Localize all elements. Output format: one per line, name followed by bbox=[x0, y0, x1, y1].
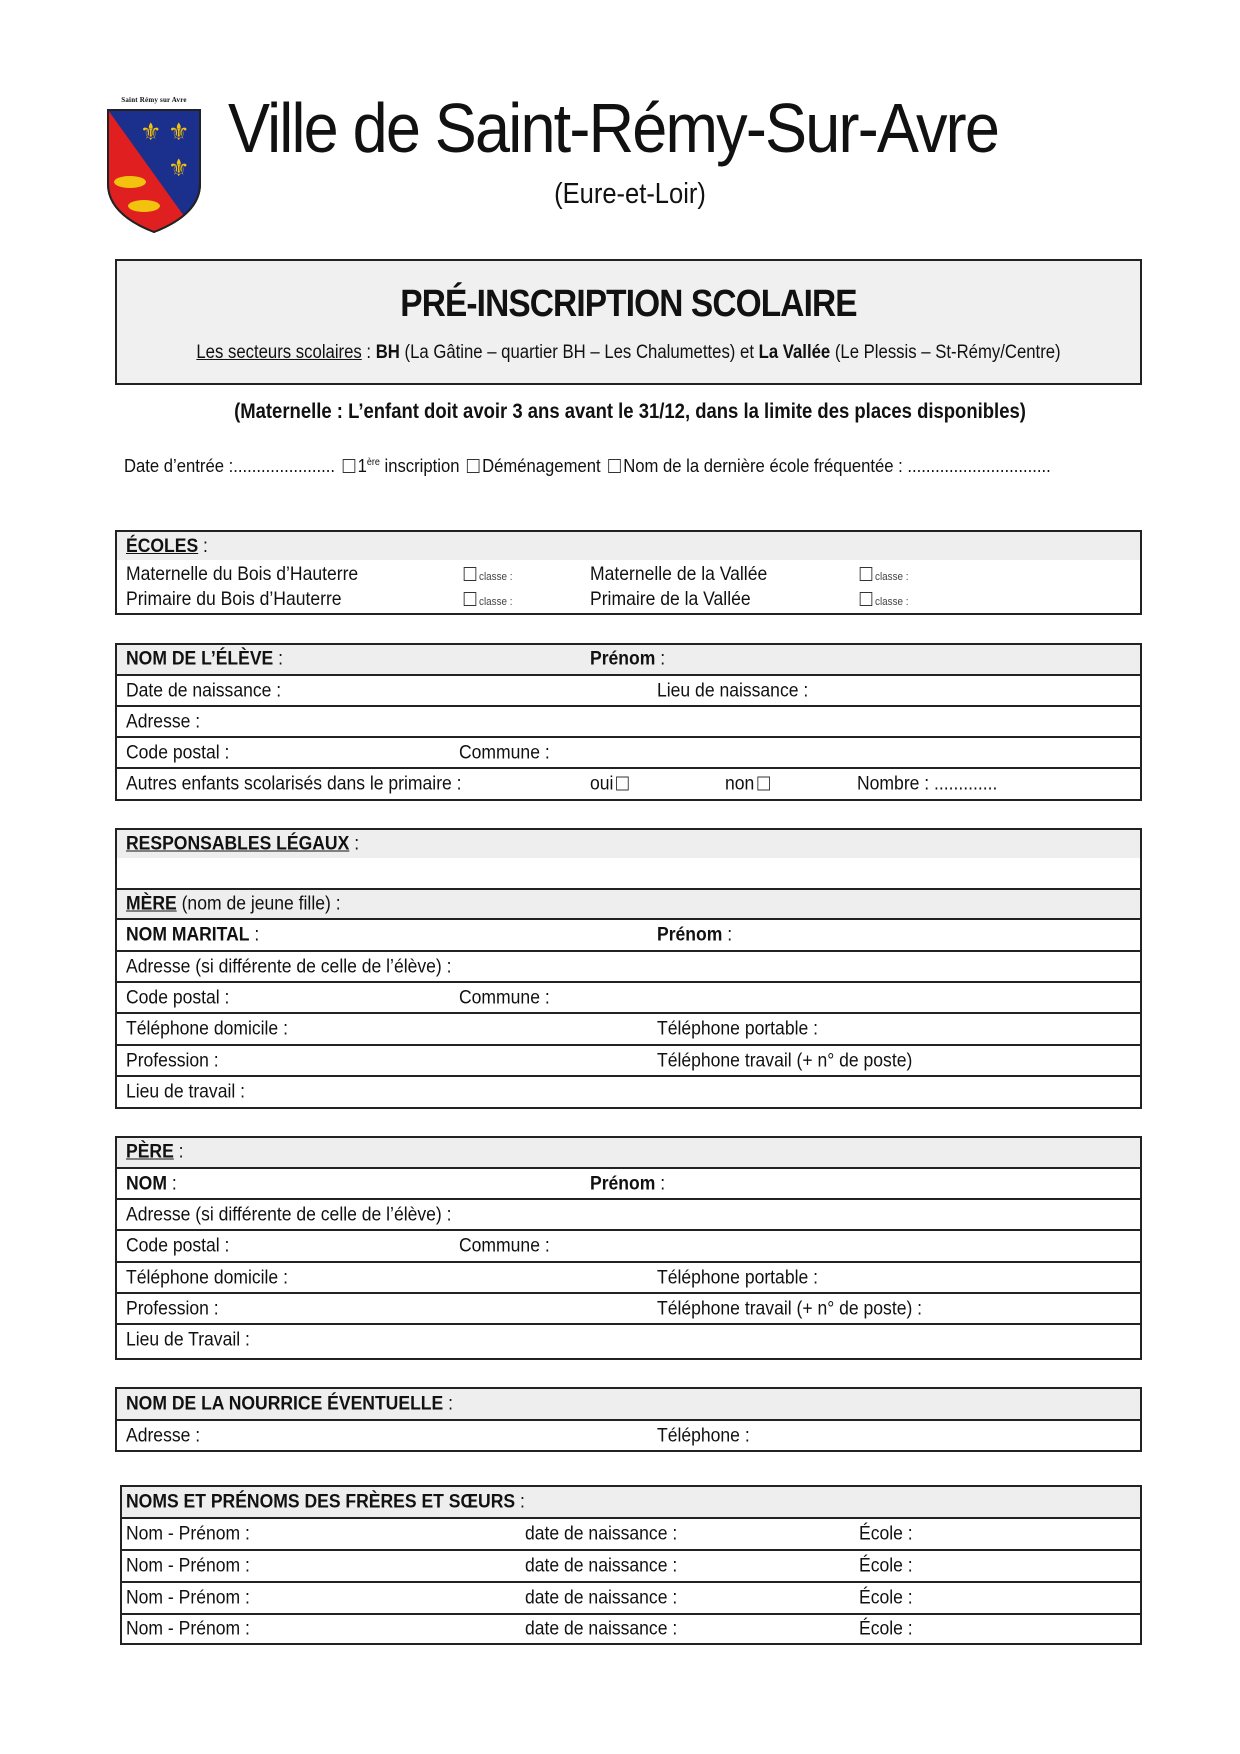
ecoles-title bbox=[126, 535, 208, 558]
classe-label: classe : bbox=[875, 571, 909, 583]
row-pere-profession bbox=[117, 1292, 1140, 1323]
ecoles-title-text: ÉCOLES bbox=[126, 535, 199, 557]
row-mere-tel bbox=[117, 1012, 1140, 1044]
sep: : bbox=[361, 342, 376, 363]
prenom-label: Prénom bbox=[590, 647, 656, 670]
sibling-school-field[interactable]: École : bbox=[859, 1617, 913, 1640]
mere-profession-field[interactable]: Profession : bbox=[126, 1049, 219, 1072]
oui-option[interactable] bbox=[590, 773, 631, 796]
classe-label: classe : bbox=[875, 596, 909, 608]
eleve-title-text: NOM DE L’ÉLÈVE bbox=[126, 647, 274, 670]
row-nourrice bbox=[117, 1419, 1140, 1450]
maternelle-note: (Maternelle : L’enfant doit avoir 3 ans avant le 31/12, dans la limite des places disponibles) bbox=[234, 400, 1026, 423]
sibling-row bbox=[122, 1613, 1140, 1643]
last-school-field[interactable]: Nom de la dernière école fréquentée : ............................... bbox=[623, 455, 1051, 476]
pere-work-phone-field[interactable]: Téléphone travail (+ n° de poste) : bbox=[657, 1297, 923, 1320]
sectors-label: Les secteurs scolaires bbox=[196, 342, 362, 363]
other-children-label: Autres enfants scolarisés dans le primaire : bbox=[126, 772, 462, 795]
row-code-postal bbox=[117, 736, 1140, 767]
sibling-name-field[interactable]: Nom - Prénom : bbox=[126, 1554, 250, 1577]
fratrie-title bbox=[126, 1491, 525, 1514]
postal-code-field[interactable]: Code postal : bbox=[126, 741, 230, 764]
eleve-title bbox=[126, 648, 283, 671]
classe-label: classe : bbox=[479, 571, 513, 583]
school-checkbox-maternelle-vallee[interactable] bbox=[857, 563, 909, 586]
entry-line bbox=[124, 455, 1051, 477]
nom-marital-label: NOM MARITAL bbox=[126, 923, 250, 946]
mere-workplace-field[interactable]: Lieu de travail : bbox=[126, 1080, 246, 1103]
sibling-name-field[interactable]: Nom - Prénom : bbox=[126, 1586, 250, 1609]
first-inscription-label: inscription bbox=[379, 455, 460, 476]
row-mere-nom bbox=[117, 918, 1140, 950]
mere-work-phone-field[interactable]: Téléphone travail (+ n° de poste) bbox=[657, 1049, 913, 1072]
pere-nom-field[interactable] bbox=[126, 1173, 177, 1196]
first-sup: ère bbox=[366, 456, 380, 468]
crest-caption: Saint Rémy sur Avre bbox=[121, 96, 187, 104]
pere-section bbox=[115, 1136, 1142, 1360]
colon: : bbox=[655, 647, 666, 670]
sibling-row bbox=[122, 1549, 1140, 1581]
nombre-field[interactable]: Nombre : ............. bbox=[857, 772, 998, 795]
form-title: PRÉ-INSCRIPTION SCOLAIRE bbox=[400, 283, 857, 325]
row-mere-cp bbox=[117, 981, 1140, 1012]
row-pere-cp bbox=[117, 1229, 1140, 1261]
nourrice-title[interactable] bbox=[126, 1393, 453, 1416]
school-option: Primaire du Bois d’Hauterre bbox=[126, 588, 342, 610]
mere-commune-field[interactable]: Commune : bbox=[459, 986, 550, 1009]
row-pere-tel bbox=[117, 1261, 1140, 1292]
first-inscription-checkbox[interactable] bbox=[342, 459, 355, 473]
mere-title bbox=[126, 893, 341, 916]
ecoles-header-bg bbox=[117, 532, 1140, 560]
colon: : bbox=[515, 1490, 525, 1513]
colon: : bbox=[443, 1392, 453, 1415]
last-school-checkbox[interactable] bbox=[608, 459, 621, 473]
colon: : bbox=[173, 1140, 184, 1163]
colon: : bbox=[273, 647, 284, 670]
school-option: Maternelle de la Vallée bbox=[590, 563, 768, 585]
mere-title-text: MÈRE bbox=[126, 892, 177, 915]
row-pere-nom bbox=[117, 1167, 1140, 1198]
school-sectors bbox=[178, 342, 1078, 364]
pere-workplace-field[interactable]: Lieu de Travail : bbox=[126, 1328, 250, 1351]
nourrice-section bbox=[115, 1387, 1142, 1452]
colon: : bbox=[198, 535, 208, 557]
row-adresse bbox=[117, 705, 1140, 736]
responsables-title bbox=[126, 833, 359, 856]
town-crest bbox=[104, 96, 204, 236]
colon: : bbox=[349, 832, 360, 855]
row-mere-adresse bbox=[117, 950, 1140, 981]
sibling-school-field[interactable]: École : bbox=[859, 1554, 913, 1577]
school-option: Primaire de la Vallée bbox=[590, 588, 751, 610]
nourrice-phone-field[interactable]: Téléphone : bbox=[657, 1424, 750, 1447]
mere-nom-marital-field[interactable] bbox=[126, 924, 259, 947]
svg-text:⚜: ⚜ bbox=[168, 154, 190, 182]
sector-vallee: La Vallée bbox=[758, 342, 831, 363]
department-subtitle: (Eure-et-Loir) bbox=[554, 178, 706, 210]
birth-place-field[interactable]: Lieu de naissance : bbox=[657, 679, 809, 702]
mere-mobile-phone-field[interactable]: Téléphone portable : bbox=[657, 1017, 819, 1040]
sibling-row bbox=[122, 1581, 1140, 1613]
pere-title-text: PÈRE bbox=[126, 1140, 174, 1163]
eleve-prenom-field[interactable] bbox=[590, 648, 665, 671]
nourrice-title-text: NOM DE LA NOURRICE ÉVENTUELLE bbox=[126, 1392, 444, 1415]
pere-prenom-field[interactable] bbox=[590, 1173, 665, 1196]
colon: : bbox=[249, 923, 260, 946]
mere-subtitle[interactable]: (nom de jeune fille) : bbox=[176, 892, 341, 915]
entry-date-field[interactable]: Date d’entrée :...................... bbox=[124, 455, 335, 476]
pere-header-bg bbox=[117, 1138, 1140, 1167]
oui-checkbox[interactable] bbox=[616, 777, 629, 791]
sibling-row bbox=[122, 1517, 1140, 1549]
pere-commune-field[interactable]: Commune : bbox=[459, 1234, 550, 1257]
pere-postal-code-field[interactable]: Code postal : bbox=[126, 1234, 230, 1257]
mere-header bbox=[117, 888, 1140, 918]
classe-label: classe : bbox=[479, 596, 513, 608]
school-checkbox-primaire-bh[interactable] bbox=[461, 588, 513, 611]
row-pere-adresse bbox=[117, 1198, 1140, 1229]
sibling-birthdate-field[interactable]: date de naissance : bbox=[525, 1586, 678, 1609]
birth-date-field[interactable]: Date de naissance : bbox=[126, 679, 282, 702]
non-option[interactable] bbox=[725, 773, 772, 796]
coat-of-arms-icon bbox=[104, 104, 204, 234]
responsables-section bbox=[115, 828, 1142, 1109]
sibling-name-field[interactable]: Nom - Prénom : bbox=[126, 1522, 250, 1545]
sibling-name-field[interactable]: Nom - Prénom : bbox=[126, 1617, 250, 1640]
first-num: 1 bbox=[357, 455, 367, 476]
sector-bh-desc: (La Gâtine – quartier BH – Les Chalumettes) et bbox=[399, 342, 759, 363]
oui-label: oui bbox=[590, 772, 614, 795]
school-checkbox-maternelle-bh[interactable] bbox=[461, 563, 513, 586]
colon: : bbox=[722, 923, 733, 946]
school-option: Maternelle du Bois d’Hauterre bbox=[126, 563, 359, 585]
school-checkbox-primaire-vallee[interactable] bbox=[857, 588, 909, 611]
sibling-birthdate-field[interactable]: date de naissance : bbox=[525, 1617, 678, 1640]
pere-title bbox=[126, 1141, 184, 1164]
responsables-title-text: RESPONSABLES LÉGAUX bbox=[126, 832, 350, 855]
fratrie-title-text: NOMS ET PRÉNOMS DES FRÈRES ET SŒURS bbox=[126, 1490, 516, 1513]
sibling-school-field[interactable]: École : bbox=[859, 1522, 913, 1545]
fratrie-section bbox=[120, 1485, 1142, 1645]
pere-profession-field[interactable]: Profession : bbox=[126, 1297, 219, 1320]
commune-field[interactable]: Commune : bbox=[459, 741, 550, 764]
address-field[interactable]: Adresse : bbox=[126, 710, 201, 733]
svg-text:⚜: ⚜ bbox=[168, 118, 190, 146]
row-mere-lieu-travail bbox=[117, 1075, 1140, 1107]
sector-vallee-desc: (Le Plessis – St-Rémy/Centre) bbox=[830, 342, 1061, 363]
row-autres-enfants bbox=[117, 767, 1140, 799]
non-label: non bbox=[725, 772, 755, 795]
eleve-section bbox=[115, 643, 1142, 801]
prenom-label: Prénom bbox=[590, 1172, 656, 1195]
mere-home-phone-field[interactable]: Téléphone domicile : bbox=[126, 1017, 288, 1040]
mere-address-field[interactable]: Adresse (si différente de celle de l’élève) : bbox=[126, 955, 452, 978]
colon: : bbox=[166, 1172, 177, 1195]
nourrice-address-field[interactable]: Adresse : bbox=[126, 1424, 201, 1447]
sibling-birthdate-field[interactable]: date de naissance : bbox=[525, 1522, 678, 1545]
row-mere-profession bbox=[117, 1044, 1140, 1075]
sibling-school-field[interactable]: École : bbox=[859, 1586, 913, 1609]
svg-text:⚜: ⚜ bbox=[140, 118, 162, 146]
mere-postal-code-field[interactable]: Code postal : bbox=[126, 986, 230, 1009]
prenom-label: Prénom bbox=[657, 923, 723, 946]
colon: : bbox=[655, 1172, 666, 1195]
sector-bh: BH bbox=[375, 342, 400, 363]
pere-home-phone-field[interactable]: Téléphone domicile : bbox=[126, 1266, 288, 1289]
non-checkbox[interactable] bbox=[757, 777, 770, 791]
pere-address-field[interactable]: Adresse (si différente de celle de l’élève) : bbox=[126, 1203, 452, 1226]
move-checkbox[interactable] bbox=[467, 459, 480, 473]
town-title: Ville de Saint-Rémy-Sur-Avre bbox=[228, 89, 999, 167]
mere-prenom-field[interactable] bbox=[657, 924, 732, 947]
nom-label: NOM bbox=[126, 1172, 167, 1195]
sibling-birthdate-field[interactable]: date de naissance : bbox=[525, 1554, 678, 1577]
move-label: Déménagement bbox=[482, 455, 601, 476]
ecoles-section bbox=[115, 530, 1142, 615]
row-naissance bbox=[117, 674, 1140, 705]
pere-mobile-phone-field[interactable]: Téléphone portable : bbox=[657, 1266, 819, 1289]
title-box bbox=[115, 259, 1142, 385]
row-pere-lieu-travail bbox=[117, 1323, 1140, 1358]
